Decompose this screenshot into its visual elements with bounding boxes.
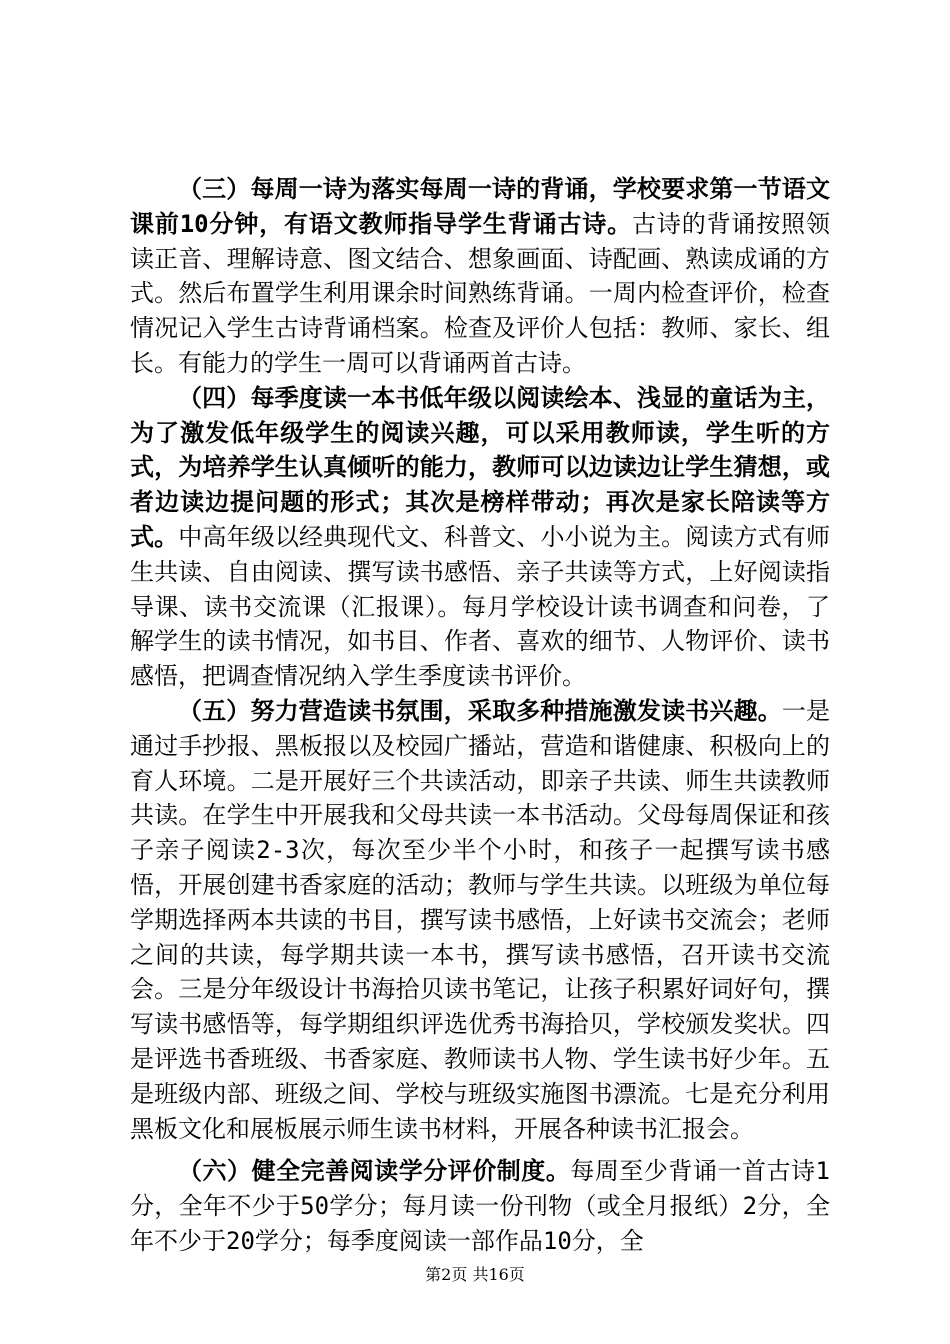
page-footer: 第2页 共16页 — [425, 1265, 525, 1284]
paragraph-credit-system — [130, 1154, 830, 1258]
paragraph-quarterly-book — [130, 381, 830, 694]
document-body — [130, 172, 830, 1259]
paragraph-text: 每周至少背诵一首古诗1分，全年不少于50学分；每月读一份刊物（或全月报纸）2分，全年不少于20学分；每季度阅读一部作品10分，全 — [130, 1157, 831, 1255]
paragraph-heading: （四）每季度读一本书低年级以阅读绘本、浅显的童话为主，为了激发低年级学生的阅读兴趣，可以采用教师读，学生听的方式，为培养学生认真倾听的能力，教师可以边读边让学生猜想，或者边读边提问题的形式；其次是榜样带动；再次是家长陪读等方式。 — [130, 383, 830, 551]
paragraph-heading: （三）每周一诗为落实每周一诗的背诵，学校要求第一节语文课前10分钟，有语文教师指导学生背诵古诗。 — [130, 175, 830, 238]
paragraph-text: 中高年级以经典现代文、科普文、小小说为主。阅读方式有师生共读、自由阅读、撰写读书感悟、亲子共读等方式，上好阅读指导课、读书交流课（汇报课）。每月学校设计读书调查和问卷，了解学生的读书情况，如书目、作者、喜欢的细节、人物评价、读书感悟，把调查情况纳入学生季度读书评价。 — [130, 522, 831, 691]
paragraph-text: 古诗的背诵按照领读正音、理解诗意、图文结合、想象画面、诗配画、熟读成诵的方式。然后布置学生利用课余时间熟练背诵。一周内检查评价，检查情况记入学生古诗背诵档案。检查及评价人包括：教师、家长、组长。有能力的学生一周可以背诵两首古诗。 — [130, 209, 831, 377]
paragraph-heading: （五）努力营造读书氛围，采取多种措施激发读书兴趣。 — [178, 696, 782, 725]
paragraph-heading: （六）健全完善阅读学分评价制度。 — [178, 1157, 571, 1186]
paragraph-reading-atmosphere — [130, 694, 830, 1146]
paragraph-text: 一是通过手抄报、黑板报以及校园广播站，营造和谐健康、积极向上的育人环境。二是开展好三个共读活动，即亲子共读、师生共读教师共读。在学生中开展我和父母共读一本书活动。父母每周保证和孩子亲子阅读2-3次，每次至少半个小时，和孩子一起撰写读书感悟，开展创建书香家庭的活动；教师与学生共读。以班级为单位每学期选择两本共读的书目，撰写读书感悟，上好读书交流会；老师之间的共读，每学期共读一本书，撰写读书感悟，召开读书交流会。三是分年级设计书海拾贝读书笔记，让孩子积累好词好句，撰写读书感悟等，每学期组织评选优秀书海拾贝，学校颁发奖状。四是评选书香班级、书香家庭、教师读书人物、学生读书好少年。五是班级内部、班级之间、学校与班级实施图书漂流。七是充分利用黑板文化和展板展示师生读书材料，开展各种读书汇报会。 — [130, 696, 831, 1143]
paragraph-weekly-poem — [130, 172, 830, 381]
